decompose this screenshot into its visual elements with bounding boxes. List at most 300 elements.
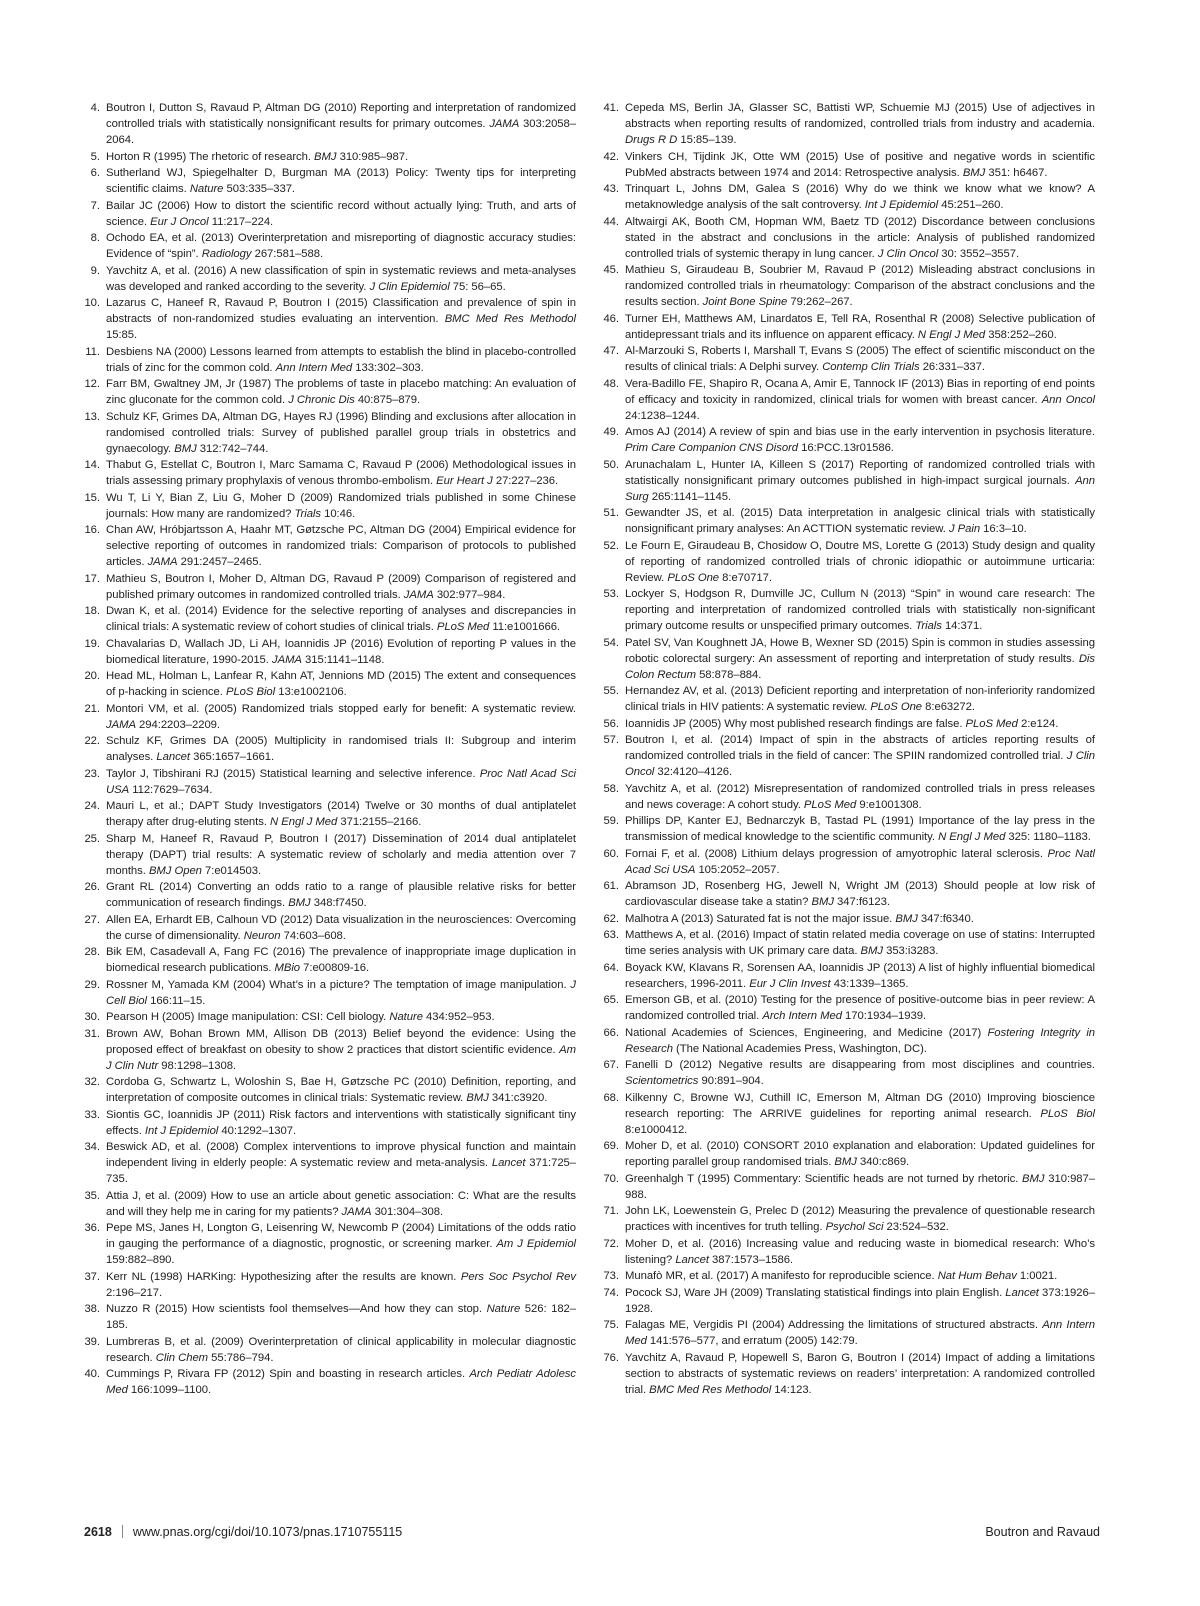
reference-volume-pages: 358:252–260.	[988, 328, 1057, 341]
reference-citation: Taylor J, Tibshirani RJ (2015) Statistical learning and selective inference.	[106, 767, 476, 780]
reference-volume-pages: 8:e63272.	[925, 701, 975, 713]
reference-text	[106, 1026, 576, 1074]
reference-volume-pages: 166:1099–1100.	[130, 1384, 212, 1396]
reference-volume-pages: 310:987–988.	[625, 1172, 1095, 1201]
reference-citation: Al-Marzouki S, Roberts I, Marshall T, Evans S (2005) The effect of scientific misconduct on the results of clinical trials: A Delphi survey.	[625, 345, 1095, 373]
reference-journal: BMJ	[860, 945, 883, 957]
reference-citation: Le Fourn E, Giraudeau B, Chosidow O, Doutre MS, Lorette G (2013) Study design and quality of reporting of randomized controlled trials of chronic idiopathic or autoimmune urticaria: Review.	[625, 539, 1095, 584]
reference-journal: Proc Natl Acad Sci USA	[106, 767, 576, 796]
reference-text	[625, 732, 1095, 780]
reference-number: 42.	[603, 150, 619, 163]
reference-text	[106, 1107, 576, 1139]
reference-citation: Cordoba G, Schwartz L, Woloshin S, Bae H, Gøtzsche PC (2010) Definition, reporting, and interpretation of composite outcomes in clinical trials: Systematic review.	[106, 1076, 576, 1104]
reference-journal: Neuron	[243, 929, 281, 942]
reference-citation: Vera-Badillo FE, Shapiro R, Ocana A, Amir E, Tannock IF (2013) Bias in reporting of end points of efficacy and toxicity in randomized, clinical trials for women with breast cancer.	[625, 377, 1095, 406]
reference-volume-pages: 79:262–267.	[790, 296, 853, 308]
reference-text	[106, 100, 576, 148]
reference-item	[603, 1171, 1095, 1203]
reference-item	[603, 1350, 1095, 1398]
reference-citation: Rossner M, Yamada KM (2004) What’s in a picture? The temptation of image manipulation.	[106, 978, 567, 991]
reference-volume-pages: 55:786–794.	[211, 1351, 274, 1364]
reference-citation: Mathieu S, Giraudeau B, Soubrier M, Ravaud P (2012) Misleading abstract conclusions in randomized controlled trials in rheumatology: Comparison of the abstract conclusions and the results section.	[625, 264, 1095, 308]
reference-citation: Kilkenny C, Browne WJ, Cuthill IC, Emerson M, Altman DG (2010) Improving bioscience research reporting: The ARRIVE guidelines for reporting animal research.	[625, 1091, 1095, 1120]
reference-item	[603, 538, 1095, 586]
reference-journal: Ann Oncol	[1041, 393, 1095, 406]
reference-number: 50.	[603, 458, 619, 471]
reference-item	[84, 766, 576, 798]
reference-item	[84, 490, 576, 522]
reference-text	[106, 457, 576, 489]
reference-journal: Arch Intern Med	[762, 1010, 842, 1022]
reference-text	[106, 944, 576, 976]
reference-journal: Lancet	[156, 751, 190, 763]
reference-volume-pages: 325: 1180–1183.	[1008, 831, 1091, 843]
reference-volume-pages: 347:f6340.	[920, 912, 974, 925]
reference-citation: Lazarus C, Haneef R, Ravaud P, Boutron I (2015) Classification and prevalence of spin in abstracts of non-randomized studies evaluating an intervention.	[106, 297, 576, 325]
reference-number: 41.	[603, 102, 619, 114]
reference-volume-pages: 112:7629–7634.	[132, 783, 213, 796]
reference-text	[106, 230, 576, 262]
running-authors: Boutron and Ravaud	[985, 1525, 1100, 1539]
reference-volume-pages: 13:e1002106.	[278, 686, 347, 698]
reference-journal: Nature	[389, 1011, 423, 1023]
reference-volume-pages: 23:524–532.	[886, 1221, 949, 1233]
reference-item	[84, 1009, 576, 1025]
reference-journal: Ann Intern Med	[625, 1319, 1095, 1347]
reference-citation: Brown AW, Bohan Brown MM, Allison DB (2013) Belief beyond the evidence: Using the proposed effect of breakfast on obesity to show 2 practices that distort scientific evidence.	[106, 1027, 576, 1056]
reference-number: 46.	[603, 312, 619, 325]
reference-text	[106, 1188, 576, 1220]
reference-citation: Allen EA, Erhardt EB, Calhoun VD (2012) Data visualization in the neurosciences: Overcoming the curse of dimensionality.	[106, 913, 576, 942]
reference-item	[603, 1090, 1095, 1138]
reference-item	[84, 798, 576, 830]
reference-volume-pages: 341:c3920.	[491, 1092, 548, 1104]
reference-number: 62.	[603, 912, 619, 925]
reference-citation: Pepe MS, Janes H, Longton G, Leisenring W, Newcomb P (2004) Limitations of the odds ratio in gauging the performance of a diagnostic, prognostic, or screening marker.	[106, 1222, 576, 1250]
reference-item	[603, 683, 1095, 715]
reference-text	[625, 262, 1095, 310]
reference-item	[603, 911, 1095, 927]
reference-citation: Fornai F, et al. (2008) Lithium delays progression of amyotrophic lateral sclerosis.	[625, 847, 1043, 860]
reference-text	[106, 490, 576, 522]
reference-number: 70.	[603, 1172, 619, 1185]
reference-item	[84, 376, 576, 408]
reference-journal: Int J Epidemiol	[144, 1124, 219, 1137]
reference-citation: Boutron I, Dutton S, Ravaud P, Altman DG (2010) Reporting and interpretation of randomized controlled trials with statistically nonsignificant results for primary outcomes.	[106, 102, 576, 130]
reference-citation: John LK, Loewenstein G, Prelec D (2012) Measuring the prevalence of questionable research practices with incentives for truth telling.	[625, 1205, 1095, 1233]
reference-text	[625, 781, 1095, 813]
reference-citation: Attia J, et al. (2009) How to use an article about genetic association: C: What are the results and will they help me in caring for my patients?	[106, 1189, 576, 1218]
reference-volume-pages: 45:251–260.	[941, 199, 1004, 211]
reference-volume-pages: 348:f7450.	[313, 897, 367, 909]
reference-volume-pages: 387:1573–1586.	[712, 1253, 794, 1266]
reference-text	[625, 505, 1095, 537]
reference-volume-pages: 40:1292–1307.	[221, 1124, 297, 1137]
reference-journal: Fostering Integrity in Research	[625, 1026, 1096, 1055]
doi-link[interactable]: www.pnas.org/cgi/doi/10.1073/pnas.1710755115	[132, 1525, 403, 1539]
reference-volume-pages: 14:123.	[774, 1383, 812, 1396]
reference-item	[603, 960, 1095, 992]
reference-text	[625, 911, 1095, 927]
reference-text	[106, 409, 576, 457]
reference-journal: PLoS One	[870, 701, 923, 713]
reference-text	[625, 992, 1095, 1024]
reference-citation: Amos AJ (2014) A review of spin and bias use in the early intervention in psychosis literature.	[625, 426, 1095, 438]
reference-number: 7.	[90, 199, 100, 212]
reference-number: 15.	[84, 491, 100, 504]
reference-citation: Head ML, Holman L, Lanfear R, Kahn AT, Jennions MD (2015) The extent and consequences of p-hacking in science.	[106, 670, 576, 698]
reference-text	[106, 879, 576, 911]
reference-number: 25.	[84, 832, 100, 845]
reference-text	[625, 1268, 1095, 1284]
reference-text	[106, 344, 576, 376]
reference-item	[84, 263, 576, 295]
reference-volume-pages: 98:1298–1308.	[161, 1059, 237, 1072]
reference-text	[106, 701, 576, 733]
reference-text	[106, 766, 576, 798]
reference-citation: Fanelli D (2012) Negative results are disappearing from most disciplines and countries.	[625, 1059, 1095, 1071]
reference-text	[625, 1138, 1095, 1170]
reference-volume-pages: 11:e1001666.	[492, 621, 561, 633]
reference-text	[625, 1285, 1095, 1317]
reference-text	[625, 181, 1095, 213]
reference-journal: Am J Clin Nutr	[106, 1043, 576, 1072]
reference-journal: MBio	[274, 962, 301, 974]
reference-citation: Chan AW, Hróbjartsson A, Haahr MT, Gøtzsche PC, Altman DG (2004) Empirical evidence for selective reporting of outcomes in randomized trials: Comparison of protocols to published articles.	[106, 524, 576, 568]
reference-item	[603, 732, 1095, 780]
reference-number: 23.	[84, 767, 100, 780]
reference-item	[84, 1301, 576, 1333]
reference-journal: Radiology	[201, 248, 252, 260]
reference-number: 38.	[84, 1303, 100, 1315]
reference-volume-pages: 302:977–984.	[436, 588, 506, 601]
reference-item	[84, 571, 576, 603]
reference-number: 9.	[90, 264, 100, 277]
reference-journal: Arch Pediatr Adolesc Med	[106, 1368, 576, 1396]
reference-item	[603, 1025, 1095, 1057]
reference-number: 49.	[603, 426, 619, 438]
reference-number: 74.	[603, 1286, 619, 1299]
reference-volume-pages: 2:e124.	[1020, 717, 1059, 730]
reference-citation: Moher D, et al. (2016) Increasing value and reducing waste in biomedical research: Who’s listening?	[625, 1237, 1095, 1266]
reference-journal: JAMA	[403, 588, 434, 601]
reference-text	[106, 1301, 576, 1333]
reference-text	[106, 1009, 576, 1025]
reference-journal: Trials	[915, 620, 942, 632]
reference-volume-pages: 74:603–608.	[283, 929, 346, 942]
reference-number: 61.	[603, 880, 619, 892]
reference-item	[84, 1139, 576, 1187]
reference-text	[625, 1171, 1095, 1203]
reference-journal: Nat Hum Behav	[937, 1270, 1017, 1282]
reference-item	[603, 262, 1095, 310]
reference-number: 27.	[84, 913, 100, 926]
reference-item	[603, 214, 1095, 262]
reference-volume-pages: 365:1657–1661.	[193, 751, 275, 763]
reference-number: 57.	[603, 734, 619, 746]
reference-volume-pages: 1:0021.	[1019, 1270, 1058, 1282]
reference-journal: Clin Chem	[155, 1351, 209, 1364]
reference-text	[106, 149, 576, 165]
reference-citation: Thabut G, Estellat C, Boutron I, Marc Samama C, Ravaud P (2006) Methodological issues in trials assessing primary prophylaxis of venous thrombo-embolism.	[106, 459, 576, 487]
reference-journal: Ann Surg	[625, 474, 1096, 503]
reference-journal: Eur Heart J	[436, 475, 493, 487]
reference-item	[84, 457, 576, 489]
reference-number: 69.	[603, 1140, 619, 1152]
reference-item	[84, 1269, 576, 1301]
reference-journal: Lancet	[1005, 1286, 1039, 1299]
reference-item	[603, 927, 1095, 959]
reference-item	[603, 781, 1095, 813]
reference-item	[603, 1203, 1095, 1235]
reference-number: 58.	[603, 782, 619, 795]
reference-journal: PLoS Med	[436, 621, 490, 633]
reference-journal: JAMA	[106, 718, 136, 731]
reference-volume-pages: 303:2058–2064.	[106, 118, 576, 146]
reference-text	[106, 198, 576, 230]
reference-text	[106, 1334, 576, 1366]
reference-text	[106, 1074, 576, 1106]
reference-item	[84, 409, 576, 457]
reference-item	[84, 733, 576, 765]
reference-citation: Lockyer S, Hodgson R, Dumville JC, Cullum N (2013) “Spin” in wound care research: The reporting and interpretation of randomized controlled trials with statistically non-significant primary outcome results or unspecified primary outcomes.	[625, 588, 1095, 632]
reference-item	[84, 100, 576, 148]
reference-text	[106, 636, 576, 668]
reference-number: 53.	[603, 588, 619, 600]
reference-number: 17.	[84, 572, 100, 585]
reference-journal: BMJ	[314, 150, 337, 163]
reference-citation: Kerr NL (1998) HARKing: Hypothesizing after the results are known.	[106, 1270, 457, 1283]
reference-volume-pages: 16:PCC.13r01586.	[801, 442, 894, 454]
reference-number: 73.	[603, 1270, 619, 1282]
reference-citation: Wu T, Li Y, Bian Z, Liu G, Moher D (2009) Randomized trials published in some Chinese journals: How many are randomized?	[106, 491, 576, 520]
reference-citation: Yavchitz A, Ravaud P, Hopewell S, Baron G, Boutron I (2014) Impact of adding a limitations section to abstracts of systematic reviews on readers’ interpretation: A randomized controlled trial.	[625, 1351, 1095, 1396]
reference-item	[603, 311, 1095, 343]
reference-journal: Psychol Sci	[825, 1221, 884, 1233]
reference-volume-pages: 105:2052–2057.	[698, 863, 780, 876]
reference-journal: Ann Intern Med	[275, 361, 353, 374]
reference-volume-pages: 371:2155–2166.	[340, 816, 422, 828]
reference-text	[625, 424, 1095, 456]
reference-text	[106, 603, 576, 635]
reference-volume-pages: 371:725–735.	[106, 1157, 577, 1185]
reference-citation: Nuzzo R (2015) How scientists fool themselves—And how they can stop.	[106, 1303, 483, 1315]
reference-volume-pages: 170:1934–1939.	[845, 1010, 927, 1022]
reference-citation: Moher D, et al. (2010) CONSORT 2010 explanation and elaboration: Updated guidelines for reporting parallel group randomised trials.	[625, 1140, 1095, 1168]
reference-citation: Mathieu S, Boutron I, Moher D, Altman DG, Ravaud P (2009) Comparison of registered and published primary outcomes in randomized controlled trials.	[106, 572, 576, 601]
reference-journal: N Engl J Med	[917, 328, 986, 341]
reference-text	[106, 571, 576, 603]
reference-text	[106, 798, 576, 830]
reference-number: 47.	[603, 345, 619, 357]
reference-number: 10.	[84, 297, 100, 309]
reference-citation: Ochodo EA, et al. (2013) Overinterpretation and misreporting of diagnostic accuracy studies: Evidence of “spin”.	[106, 232, 576, 260]
reference-citation: Yavchitz A, et al. (2012) Misrepresentation of randomized controlled trials in press releases and news coverage: A cohort study.	[625, 782, 1095, 811]
reference-item	[603, 1317, 1095, 1349]
reference-item	[84, 603, 576, 635]
reference-volume-pages: 26:331–337.	[922, 361, 985, 373]
reference-volume-pages: 353:i3283.	[886, 945, 939, 957]
reference-journal: BMJ	[811, 896, 834, 908]
reference-volume-pages: 166:11–15.	[150, 994, 206, 1007]
reference-journal: J Pain	[948, 523, 981, 535]
reference-number: 12.	[84, 378, 100, 390]
reference-volume-pages: 347:f6123.	[837, 896, 890, 908]
reference-volume-pages: 8:e70717.	[722, 571, 772, 584]
reference-citation: Ioannidis JP (2005) Why most published research findings are false.	[625, 717, 963, 730]
reference-text	[625, 683, 1095, 715]
reference-number: 33.	[84, 1108, 100, 1121]
reference-journal: BMJ	[288, 897, 311, 909]
reference-text	[106, 522, 576, 570]
reference-citation: Siontis GC, Ioannidis JP (2011) Risk factors and interventions with statistically significant tiny effects.	[106, 1108, 576, 1137]
reference-item	[84, 1107, 576, 1139]
reference-number: 68.	[603, 1091, 619, 1104]
reference-citation: Boutron I, et al. (2014) Impact of spin in the abstracts of articles reporting results of randomized controlled trials in the field of cancer: The SPIIN randomized controlled trial.	[625, 734, 1095, 762]
reference-journal: Scientometrics	[625, 1075, 699, 1087]
reference-number: 24.	[84, 800, 100, 812]
reference-citation: Arunachalam L, Hunter IA, Killeen S (2017) Reporting of randomized controlled trials with statistically nonsignificant primary outcomes published in high-impact surgical journals.	[625, 458, 1095, 487]
reference-journal: BMJ	[834, 1156, 857, 1168]
reference-item	[603, 1138, 1095, 1170]
reference-citation: Horton R (1995) The rhetoric of research.	[106, 150, 311, 163]
reference-journal: BMJ	[1022, 1172, 1045, 1185]
reference-text	[625, 1057, 1095, 1089]
reference-item	[84, 1188, 576, 1220]
reference-text	[625, 1350, 1095, 1398]
reference-journal: Lancet	[675, 1253, 709, 1266]
reference-citation: Yavchitz A, et al. (2016) A new classification of spin in systematic reviews and meta-analyses was developed and ranked according to the severity.	[106, 264, 576, 293]
reference-number: 18.	[84, 605, 100, 617]
reference-citation: Boyack KW, Klavans R, Sorensen AA, Ioannidis JP (2013) A list of highly influential biomedical researchers, 1996-2011.	[625, 961, 1095, 990]
reference-citation: Desbiens NA (2000) Lessons learned from attempts to establish the blind in placebo-controlled trials of zinc for the common cold.	[106, 345, 576, 374]
reference-text	[625, 343, 1095, 375]
reference-volume-pages: 294:2203–2209.	[139, 718, 221, 731]
reference-text	[106, 912, 576, 944]
reference-citation: Dwan K, et al. (2014) Evidence for the selective reporting of analyses and discrepancies in clinical trials: A systematic review of cohort studies of clinical trials.	[106, 605, 576, 633]
reference-number: 28.	[84, 946, 100, 958]
reference-volume-pages: 315:1141–1148.	[305, 653, 385, 666]
reference-volume-pages: 141:576–577, and erratum (2005) 142:79.	[649, 1335, 858, 1347]
reference-number: 31.	[84, 1027, 100, 1040]
reference-journal: BMJ	[174, 442, 197, 455]
reference-journal: JAMA	[489, 118, 520, 130]
reference-item	[84, 668, 576, 700]
reference-number: 13.	[84, 410, 100, 423]
reference-journal: Dis Colon Rectum	[625, 652, 1095, 681]
reference-item	[603, 716, 1095, 732]
reference-text	[625, 1090, 1095, 1138]
reference-item	[84, 149, 576, 165]
reference-citation: Beswick AD, et al. (2008) Complex interventions to improve physical function and maintain independent living in elderly people: A systematic review and meta-analysis.	[106, 1141, 576, 1169]
reference-volume-pages: (The National Academies Press, Washington, DC).	[676, 1042, 927, 1055]
reference-volume-pages: 10:46.	[324, 507, 356, 520]
reference-journal: Am J Epidemiol	[496, 1238, 577, 1250]
reference-citation: Montori VM, et al. (2005) Randomized trials stopped early for benefit: A systematic review.	[106, 702, 576, 715]
reference-citation: Bik EM, Casadevall A, Fang FC (2016) The prevalence of inappropriate image duplication in biomedical research publications.	[106, 946, 576, 974]
reference-number: 36.	[84, 1222, 100, 1234]
reference-journal: Nature	[189, 183, 224, 195]
reference-volume-pages: 16:3–10.	[983, 523, 1027, 535]
reference-item	[84, 912, 576, 944]
reference-volume-pages: 373:1926–1928.	[625, 1286, 1095, 1315]
reference-journal: JAMA	[147, 556, 178, 568]
reference-citation: Cepeda MS, Berlin JA, Glasser SC, Battisti WP, Schuemie MJ (2015) Use of adjectives in abstracts when reporting results of randomized, controlled trials from industry and academia.	[625, 102, 1095, 130]
reference-text	[625, 311, 1095, 343]
reference-number: 48.	[603, 377, 619, 390]
reference-number: 71.	[603, 1205, 619, 1217]
reference-item	[84, 1074, 576, 1106]
reference-journal: PLoS Biol	[225, 686, 276, 698]
reference-number: 67.	[603, 1059, 619, 1071]
reference-journal: BMJ	[466, 1092, 489, 1104]
reference-text	[106, 977, 576, 1009]
reference-journal: J Chronic Dis	[288, 394, 355, 406]
reference-journal: Lancet	[491, 1157, 526, 1169]
reference-journal: N Engl J Med	[270, 816, 338, 828]
reference-item	[603, 181, 1095, 213]
reference-volume-pages: 503:335–337.	[226, 183, 296, 195]
reference-number: 40.	[84, 1368, 100, 1380]
reference-volume-pages: 32:4120–4126.	[657, 766, 733, 778]
reference-volume-pages: 24:1238–1244.	[625, 409, 700, 422]
reference-journal: Contemp Clin Trials	[822, 361, 920, 373]
reference-journal: Prim Care Companion CNS Disord	[625, 442, 799, 454]
reference-journal: PLoS Med	[803, 798, 857, 811]
reference-journal: J Clin Oncol	[625, 750, 1095, 778]
reference-volume-pages: 310:985–987.	[339, 150, 409, 163]
reference-text	[625, 960, 1095, 992]
reference-volume-pages: 90:891–904.	[701, 1075, 764, 1087]
reference-citation: Grant RL (2014) Converting an odds ratio to a range of plausible relative risks for better communication of research findings.	[106, 881, 576, 909]
reference-citation: Greenhalgh T (1995) Commentary: Scientific heads are not turned by rhetoric.	[625, 1172, 1019, 1185]
reference-item	[603, 457, 1095, 505]
reference-number: 6.	[90, 167, 100, 179]
reference-number: 55.	[603, 685, 619, 697]
reference-volume-pages: 2:196–217.	[106, 1286, 163, 1299]
reference-journal: Int J Epidemiol	[864, 199, 939, 211]
reference-volume-pages: 133:302–303.	[355, 361, 424, 374]
reference-text	[625, 878, 1095, 910]
reference-journal: BMC Med Res Methodol	[444, 313, 577, 325]
reference-volume-pages: 434:952–953.	[426, 1011, 495, 1023]
reference-text	[106, 165, 576, 197]
reference-citation: Sutherland WJ, Spiegelhalter D, Burgman MA (2013) Policy: Twenty tips for interpreting scientific claims.	[106, 167, 576, 195]
footer-divider	[122, 1525, 123, 1538]
reference-item	[603, 846, 1095, 878]
reference-citation: Trinquart L, Johns DM, Galea S (2016) Why do we think we know what we know? A metaknowledge analysis of the salt controversy.	[625, 183, 1095, 211]
reference-number: 20.	[84, 670, 100, 682]
reference-volume-pages: 301:304–308.	[374, 1205, 444, 1218]
reference-number: 59.	[603, 815, 619, 827]
reference-item	[84, 1026, 576, 1074]
reference-number: 76.	[603, 1351, 619, 1364]
reference-text	[625, 538, 1095, 586]
reference-citation: Farr BM, Gwaltney JM, Jr (1987) The problems of taste in placebo matching: An evaluation of zinc gluconate for the common cold.	[106, 378, 576, 406]
reference-text	[625, 100, 1095, 148]
reference-number: 35.	[84, 1189, 100, 1202]
reference-text	[625, 149, 1095, 181]
reference-text	[625, 1203, 1095, 1235]
reference-journal: PLoS Med	[965, 717, 1018, 730]
reference-item	[84, 522, 576, 570]
reference-number: 32.	[84, 1076, 100, 1088]
reference-item	[603, 992, 1095, 1024]
reference-number: 34.	[84, 1141, 100, 1153]
reference-volume-pages: 40:875–879.	[357, 394, 421, 406]
reference-number: 45.	[603, 264, 619, 276]
page-footer	[84, 1523, 1100, 1541]
